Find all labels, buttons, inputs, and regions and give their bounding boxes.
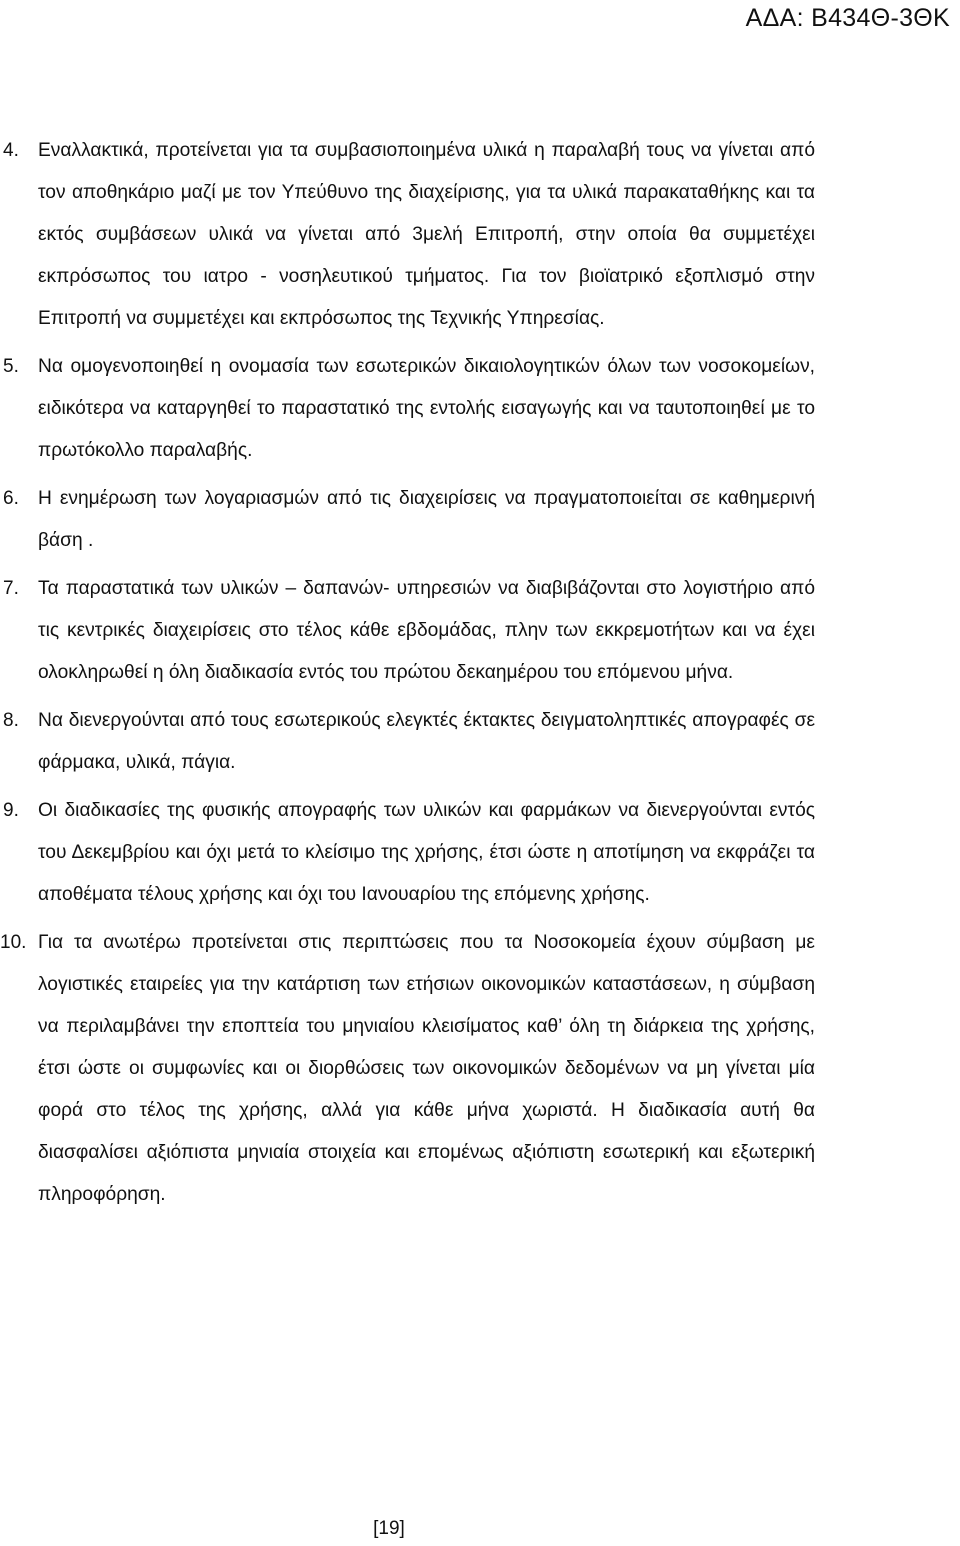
list-item	[0, 130, 960, 340]
item-text: Τα παραστατικά των υλικών – δαπανών- υπηρεσιών να διαβιβάζονται στο λογιστήριο από τις κεντρικές διαχειρίσεις στο τέλος κάθε εβδομάδας, πλην των εκκρεμοτήτων και να έχει ολοκληρωθεί η όλη διαδικασία εντός του πρώτου δεκαημέρου του επόμενου μήνα.	[38, 578, 815, 683]
list-item	[0, 478, 960, 562]
item-number: 5.	[3, 356, 19, 377]
list-item	[0, 700, 960, 784]
item-number: 6.	[3, 488, 19, 509]
ada-code-header: ΑΔΑ: Β434Θ-3ΘΚ	[745, 4, 950, 32]
page-number: [19]	[373, 1518, 405, 1539]
item-number: 10.	[0, 932, 27, 953]
list-item	[0, 922, 960, 1216]
item-text: Εναλλακτικά, προτείνεται για τα συμβασιοποιημένα υλικά η παραλαβή τους να γίνεται από τον αποθηκάριο μαζί με τον Υπεύθυνο της διαχείρισης, για τα υλικά παρακαταθήκης και τα εκτός συμβάσεων υλικά να γίνεται από 3μελή Επιτροπή, στην οποία θα συμμετέχει εκπρόσωπος του ιατρο - νοσηλευτικού τμήματος. Για τον βιοϊατρικό εξοπλισμό στην Επιτροπή να συμμετέχει και εκπρόσωπος της Τεχνικής Υπηρεσίας.	[38, 140, 815, 329]
item-number: 4.	[3, 140, 19, 161]
item-text: Οι διαδικασίες της φυσικής απογραφής των υλικών και φαρμάκων να διενεργούνται εντός του Δεκεμβρίου και όχι μετά το κλείσιμο της χρήσης, έτσι ώστε η αποτίμηση να εκφράζει τα αποθέματα τέλους χρήσης και όχι του Ιανουαρίου της επόμενης χρήσης.	[38, 800, 815, 905]
item-text: Να ομογενοποιηθεί η ονομασία των εσωτερικών δικαιολογητικών όλων των νοσοκομείων, ειδικότερα να καταργηθεί το παραστατικό της εντολής εισαγωγής και να ταυτοποιηθεί με το πρωτόκολλο παραλαβής.	[38, 356, 815, 461]
item-number: 8.	[3, 710, 19, 731]
list-item	[0, 790, 960, 916]
item-text: Η ενημέρωση των λογαριασμών από τις διαχειρίσεις να πραγματοποιείται σε καθημερινή βάση .	[38, 488, 815, 551]
recommendations-list	[0, 130, 960, 1222]
item-text: Για τα ανωτέρω προτείνεται στις περιπτώσεις που τα Νοσοκομεία έχουν σύμβαση με λογιστικές εταιρείες για την κατάρτιση των ετήσιων οικονομικών καταστάσεων, η σύμβαση να περιλαμβάνει την εποπτεία του μηνιαίου κλεισίματος καθ’ όλη τη διάρκεια της χρήσης, έτσι ώστε οι συμφωνίες και οι διορθώσεις των οικονομικών δεδομένων να μη γίνεται μία φορά στο τέλος της χρήσης, αλλά για κάθε μήνα χωριστά. Η διαδικασία αυτή θα διασφαλίσει αξιόπιστα μηνιαία στοιχεία και επομένως αξιόπιστη εσωτερική και εξωτερική πληροφόρηση.	[38, 932, 815, 1205]
list-item	[0, 568, 960, 694]
list-item	[0, 346, 960, 472]
item-text: Να διενεργούνται από τους εσωτερικούς ελεγκτές έκτακτες δειγματοληπτικές απογραφές σε φάρμακα, υλικά, πάγια.	[38, 710, 815, 773]
item-number: 7.	[3, 578, 19, 599]
item-number: 9.	[3, 800, 19, 821]
